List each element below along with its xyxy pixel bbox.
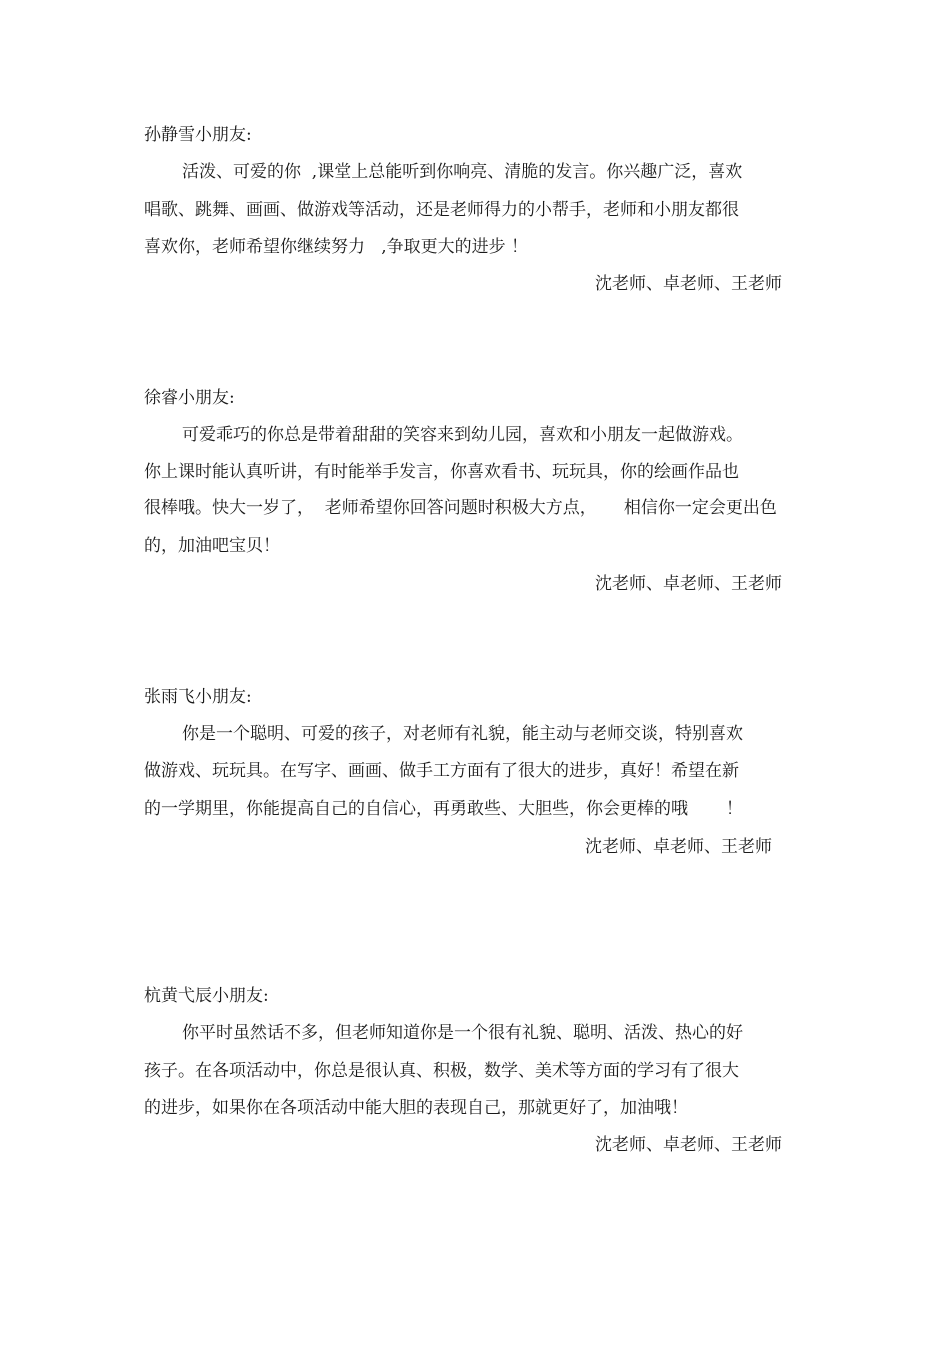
comment-line: 可爱乖巧的你总是带着甜甜的笑容来到幼儿园，喜欢和小朋友一起做游戏。 <box>182 425 743 445</box>
student-name: 张雨飞小朋友: <box>144 687 252 707</box>
comment-line: 喜欢你，老师希望你继续努力 ,争取更大的进步 ！ <box>144 237 529 257</box>
comment-line: 活泼、可爱的你 ,课堂上总能听到你响亮、清脆的发言。你兴趣广泛，喜欢 <box>182 162 743 182</box>
comment-line: 的进步，如果你在各项活动中能大胆的表现自己，那就更好了，加油哦！ <box>144 1098 688 1118</box>
comment-line: 你是一个聪明、可爱的孩子，对老师有礼貌，能主动与老师交谈，特别喜欢 <box>182 724 743 744</box>
teacher-signature: 沈老师、卓老师、王老师 <box>595 274 782 294</box>
comment-line: 唱歌、跳舞、画画、做游戏等活动，还是老师得力的小帮手，老师和小朋友都很 <box>144 200 739 220</box>
comment-line: 的一学期里，你能提高自己的自信心，再勇敢些、大胆些，你会更棒的哦 ！ <box>144 799 743 819</box>
comment-line: 的，加油吧宝贝！ <box>144 536 280 556</box>
teacher-signature: 沈老师、卓老师、王老师 <box>585 837 772 857</box>
student-name: 孙静雪小朋友: <box>144 125 252 145</box>
teacher-signature: 沈老师、卓老师、王老师 <box>595 1135 782 1155</box>
comment-line: 你上课时能认真听讲，有时能举手发言，你喜欢看书、玩玩具，你的绘画作品也 <box>144 462 739 482</box>
teacher-signature: 沈老师、卓老师、王老师 <box>595 574 782 594</box>
comment-line: 你平时虽然话不多，但老师知道你是一个很有礼貌、聪明、活泼、热心的好 <box>182 1023 743 1043</box>
comment-line: 很棒哦。快大一岁了， 老师希望你回答问题时积极大方点， 相信你一定会更出色 <box>144 498 777 518</box>
comment-line: 孩子。在各项活动中，你总是很认真、积极，数学、美术等方面的学习有了很大 <box>144 1061 739 1081</box>
student-name: 杭黄弋辰小朋友: <box>144 986 269 1006</box>
student-name: 徐睿小朋友: <box>144 388 235 408</box>
comment-line: 做游戏、玩玩具。在写字、画画、做手工方面有了很大的进步，真好！希望在新 <box>144 761 739 781</box>
